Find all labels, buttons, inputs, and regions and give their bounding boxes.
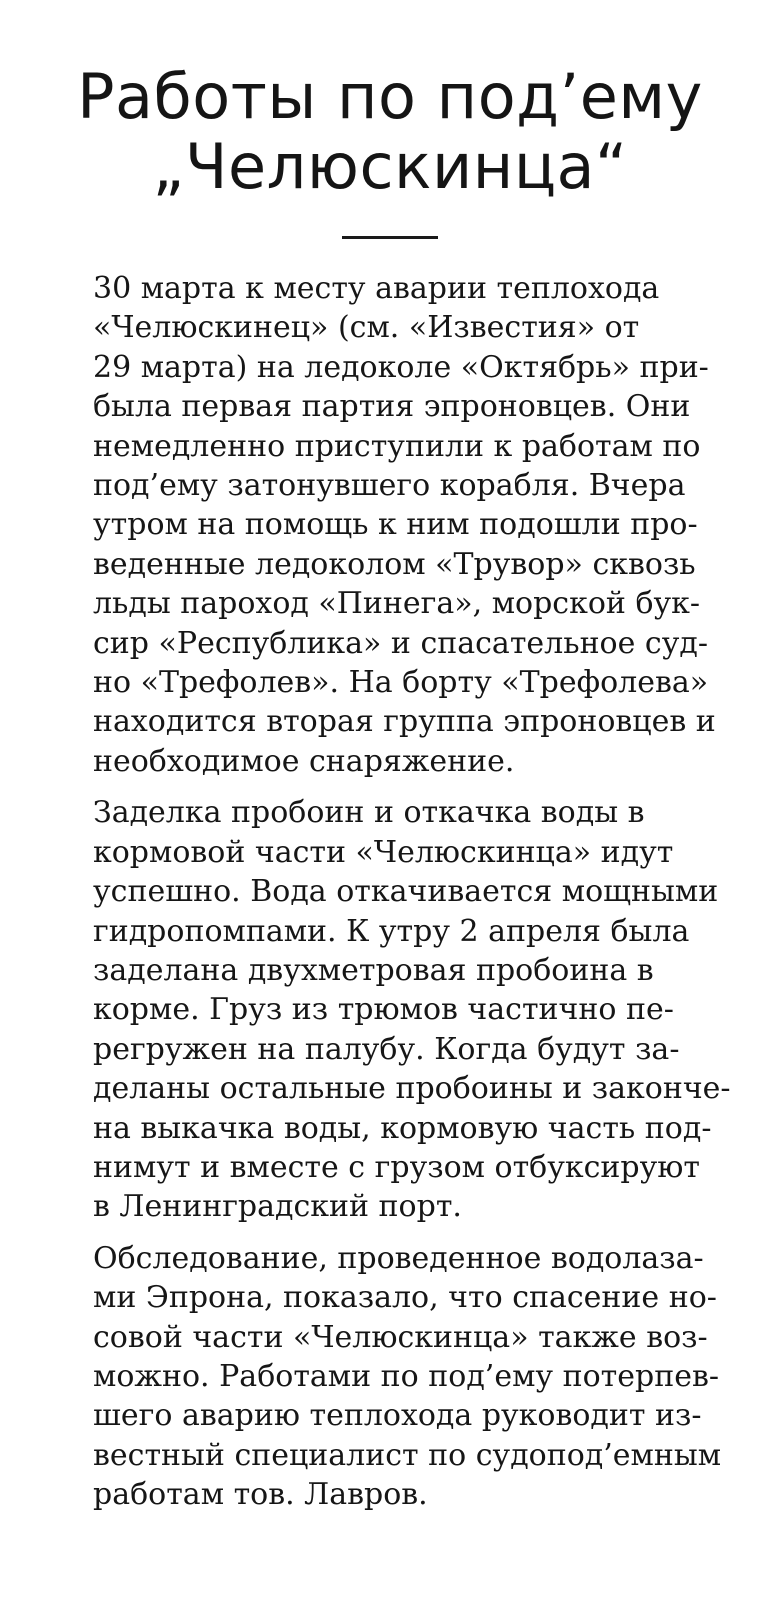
headline-line-2: „Челюскинца“ [152, 130, 628, 203]
article-body [50, 269, 730, 1515]
text-line: 30 марта к месту аварии теплохода [93, 271, 660, 306]
text-line: регружен на палубу. Когда будут за- [93, 1031, 680, 1067]
text-line: необходимое снаряжение. [93, 743, 515, 779]
text-line: успешно. Вода откачивается мощными [93, 874, 719, 910]
text-line: 29 марта) на ледоколе «Октябрь» при- [93, 349, 709, 385]
text-line: льды пароход «Пинега», морской бук- [93, 586, 701, 622]
text-line: утром на помощь к ним подошли про- [93, 507, 698, 543]
text-line: находится вторая группа эпроновцев и [93, 704, 716, 740]
text-line: «Челюскинец» (см. «Известия» от [93, 310, 640, 346]
text-line: веденные ледоколом «Трувор» сквозь [93, 546, 696, 582]
headline [50, 62, 730, 202]
text-line: заделана двухметровая пробоина в [93, 952, 654, 988]
text-line: гидропомпами. К утру 2 апреля была [93, 913, 690, 949]
text-line: была первая партия эпроновцев. Они [93, 389, 691, 425]
text-line: совой части «Челюскинца» также воз- [93, 1319, 708, 1355]
text-line: сир «Республика» и спасательное суд- [93, 625, 708, 661]
text-line: деланы остальные пробоины и законче- [93, 1071, 731, 1107]
text-line: нимут и вместе с грузом отбуксируют [93, 1149, 701, 1185]
headline-line-1: Работы по под’ему [77, 60, 703, 133]
article-paragraph [50, 793, 730, 1226]
text-line: на выкачка воды, кормовую часть под- [93, 1110, 712, 1146]
text-line: можно. Работами по под’ему потерпев- [93, 1358, 719, 1394]
article-paragraph [50, 1239, 730, 1515]
article-paragraph [50, 269, 730, 781]
text-line: работам тов. Лавров. [93, 1477, 428, 1513]
headline-divider [342, 236, 438, 239]
text-line: корме. Груз из трюмов частично пе- [93, 992, 674, 1028]
text-line: под’ему затонувшего корабля. Вчера [93, 468, 686, 504]
text-line: вестный специалист по судопод’емным [93, 1437, 722, 1473]
text-line: Заделка пробоин и откачка воды в [93, 795, 645, 831]
text-line: немедленно приступили к работам по [93, 428, 701, 464]
text-line: шего аварию теплохода руководит из- [93, 1398, 702, 1434]
text-line: кормовой части «Челюскинца» идут [93, 834, 674, 870]
text-line: в Ленинградский порт. [93, 1189, 462, 1225]
text-line: но «Трефолев». На борту «Трефолева» [93, 665, 709, 701]
text-line: ми Эпрона, показало, что спасение но- [93, 1280, 717, 1316]
text-line: Обследование, проведенное водолаза- [93, 1240, 704, 1276]
